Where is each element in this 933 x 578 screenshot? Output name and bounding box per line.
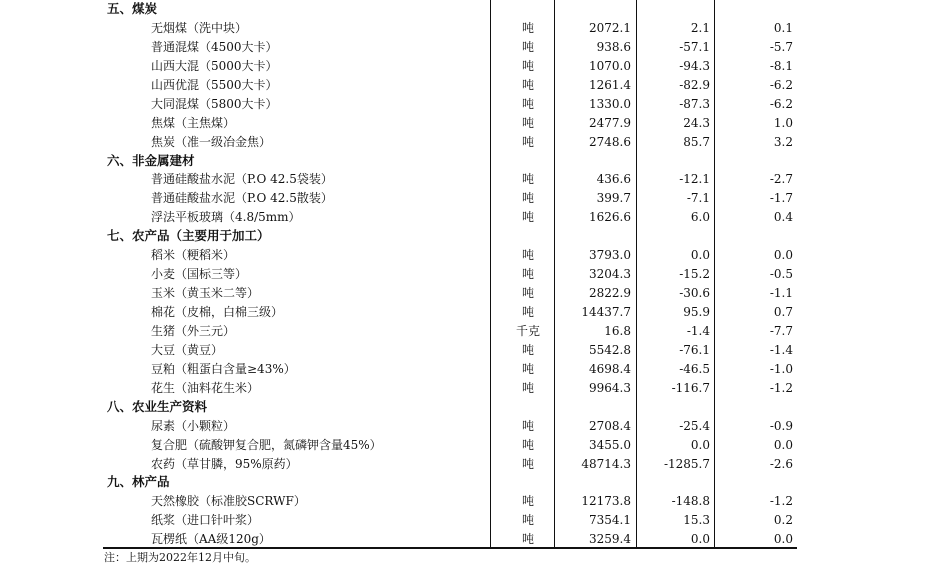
category-row [103,473,797,492]
item-change: -82.9 [679,77,710,92]
item-change: -76.1 [679,342,710,357]
item-unit: 吨 [521,361,534,376]
item-change-percent: -6.2 [769,77,793,92]
item-unit: 吨 [521,39,534,54]
item-change: 24.3 [683,115,710,130]
table-row [103,265,797,284]
category-row [103,398,797,417]
item-unit: 吨 [521,172,534,187]
item-price: 2477.9 [589,115,631,130]
item-change-percent: -0.9 [769,418,793,433]
item-change: 95.9 [683,305,710,319]
item-change-percent: 0.0 [773,437,793,452]
item-unit: 吨 [521,418,534,433]
item-change: -94.3 [679,58,710,73]
item-name: 玉米（黄玉米二等） [151,286,260,301]
item-unit: 吨 [521,77,534,92]
item-name: 大豆（黄豆） [151,342,224,357]
item-change-percent: -1.1 [769,286,793,301]
item-change-percent: 1.0 [773,115,793,130]
item-unit: 吨 [521,456,534,471]
item-name: 小麦（国标三等） [151,267,248,282]
item-name: 尿素（小颗粒） [151,418,236,433]
item-change-percent: -1.2 [769,380,793,395]
item-name: 瓦楞纸（AA级120g） [151,532,271,547]
item-price: 3204.3 [589,267,631,282]
table-row [103,360,797,379]
item-price: 2822.9 [589,286,631,301]
item-unit: 吨 [521,20,534,35]
item-price: 2072.1 [589,20,631,35]
item-unit: 吨 [521,134,534,149]
item-change-percent: 3.2 [773,134,793,149]
item-price: 3793.0 [589,248,631,263]
item-price: 7354.1 [589,513,631,528]
table-footnote: 注：上期为2022年12月中旬。 [104,551,256,564]
table-row [103,19,797,38]
item-unit: 吨 [521,380,534,395]
item-change: -1285.7 [663,456,710,471]
item-change-percent: -0.5 [769,267,793,282]
item-unit: 吨 [521,267,534,282]
item-change-percent: -2.6 [769,456,793,471]
item-change: -148.8 [671,494,710,509]
table-row [103,417,797,436]
item-change: 15.3 [683,513,710,528]
item-unit: 吨 [521,96,534,111]
item-unit: 吨 [521,286,534,301]
item-name: 普通硅酸盐水泥（P.O 42.5袋装） [151,172,333,187]
item-change-percent: 0.0 [773,248,793,263]
item-change: -12.1 [679,172,710,187]
item-name: 纸浆（进口针叶浆） [151,513,260,528]
item-unit: 吨 [521,305,534,319]
table-row [103,341,797,360]
item-change-percent: -1.4 [769,342,793,357]
price-table [103,0,797,549]
item-change: 0.0 [690,248,710,263]
item-name: 普通混煤（4500大卡） [151,39,278,54]
item-name: 焦炭（准一级冶金焦） [151,134,272,149]
table-row [103,76,797,95]
item-unit: 吨 [521,513,534,528]
item-change: -25.4 [679,418,710,433]
table-row [103,114,797,133]
item-price: 16.8 [604,323,631,338]
item-price: 2748.6 [589,134,631,149]
item-price: 2708.4 [589,418,631,433]
item-price: 5542.8 [589,342,631,357]
item-price: 1626.6 [589,210,631,225]
item-name: 山西优混（5500大卡） [151,77,278,92]
item-name: 山西大混（5000大卡） [151,58,278,73]
item-change: 85.7 [683,134,710,149]
item-name: 普通硅酸盐水泥（P.O 42.5散装） [151,191,333,206]
category-title: 九、林产品 [107,474,170,490]
item-change-percent: -5.7 [769,39,793,54]
item-name: 生猪（外三元） [151,323,236,338]
item-change: -87.3 [679,96,710,111]
item-price: 399.7 [596,191,631,206]
table-row [103,246,797,265]
item-change: -1.4 [686,323,710,338]
item-name: 稻米（粳稻米） [151,248,236,263]
item-price: 1330.0 [589,96,631,111]
column-divider [490,0,491,547]
table-row [103,379,797,398]
table-row [103,455,797,474]
item-change-percent: -6.2 [769,96,793,111]
item-change: -7.1 [686,191,710,206]
item-unit: 吨 [521,58,534,73]
column-divider [714,0,715,547]
item-change: -116.7 [671,380,710,395]
item-change-percent: -7.7 [769,323,793,338]
item-price: 9964.3 [589,380,631,395]
item-name: 豆粕（粗蛋白含量≥43%） [151,361,296,376]
table-row [103,133,797,152]
item-unit: 吨 [521,437,534,452]
item-change: 0.0 [690,532,710,547]
item-change-percent: -8.1 [769,58,793,73]
table-row [103,57,797,76]
table-row [103,322,797,341]
table-row [103,189,797,208]
table-row [103,170,797,189]
table-row [103,436,797,455]
item-price: 938.6 [596,39,631,54]
item-change: -30.6 [679,286,710,301]
item-unit: 吨 [521,532,534,547]
item-name: 大同混煤（5800大卡） [151,96,278,111]
item-price: 4698.4 [589,361,631,376]
item-name: 天然橡胶（标准胶SCRWF） [151,494,306,509]
item-price: 1070.0 [589,58,631,73]
category-title: 六、非金属建材 [107,152,195,168]
table-row [103,284,797,303]
item-change-percent: -2.7 [769,172,793,187]
item-unit: 吨 [521,191,534,206]
item-price: 3455.0 [589,437,631,452]
table-row [103,511,797,530]
item-change: 6.0 [690,210,710,225]
item-change-percent: -1.7 [769,191,793,206]
column-divider [554,0,555,547]
item-name: 农药（草甘膦，95%原药） [151,456,298,471]
item-change-percent: 0.0 [773,532,793,547]
item-name: 无烟煤（洗中块） [151,20,248,35]
item-unit: 千克 [515,323,540,338]
table-bottom-rule [103,547,797,549]
category-title: 八、农业生产资料 [107,398,208,414]
category-title: 五、煤炭 [107,1,158,16]
item-price: 436.6 [596,172,631,187]
table-row [103,38,797,57]
item-change-percent: 0.1 [773,20,793,35]
item-unit: 吨 [521,210,534,225]
column-divider [636,0,637,547]
item-name: 焦煤（主焦煤） [151,115,236,130]
table-row [103,492,797,511]
item-price: 48714.3 [581,456,631,471]
item-unit: 吨 [521,248,534,263]
item-price: 14437.7 [581,305,631,319]
item-name: 浮法平板玻璃（4.8/5mm） [151,210,301,225]
item-change: 2.1 [690,20,710,35]
item-name: 棉花（皮棉，白棉三级） [151,305,284,319]
item-change-percent: -1.0 [769,361,793,376]
category-title: 七、农产品（主要用于加工） [107,228,270,244]
item-change-percent: 0.4 [773,210,793,225]
item-change-percent: -1.2 [769,494,793,509]
item-price: 3259.4 [589,532,631,547]
item-price: 1261.4 [589,77,631,92]
item-unit: 吨 [521,494,534,509]
table-row [103,303,797,322]
category-row [103,152,797,171]
item-change: -15.2 [679,267,710,282]
table-row [103,95,797,114]
item-change-percent: 0.7 [773,305,793,319]
item-price: 12173.8 [581,494,631,509]
item-name: 花生（油料花生米） [151,380,260,395]
table-row [103,208,797,227]
item-unit: 吨 [521,342,534,357]
item-change: 0.0 [690,437,710,452]
item-change: -57.1 [679,39,710,54]
item-change: -46.5 [679,361,710,376]
item-name: 复合肥（硫酸钾复合肥，氮磷钾含量45%） [151,437,382,452]
category-row [103,0,797,19]
item-unit: 吨 [521,115,534,130]
category-row [103,227,797,246]
item-change-percent: 0.2 [773,513,793,528]
